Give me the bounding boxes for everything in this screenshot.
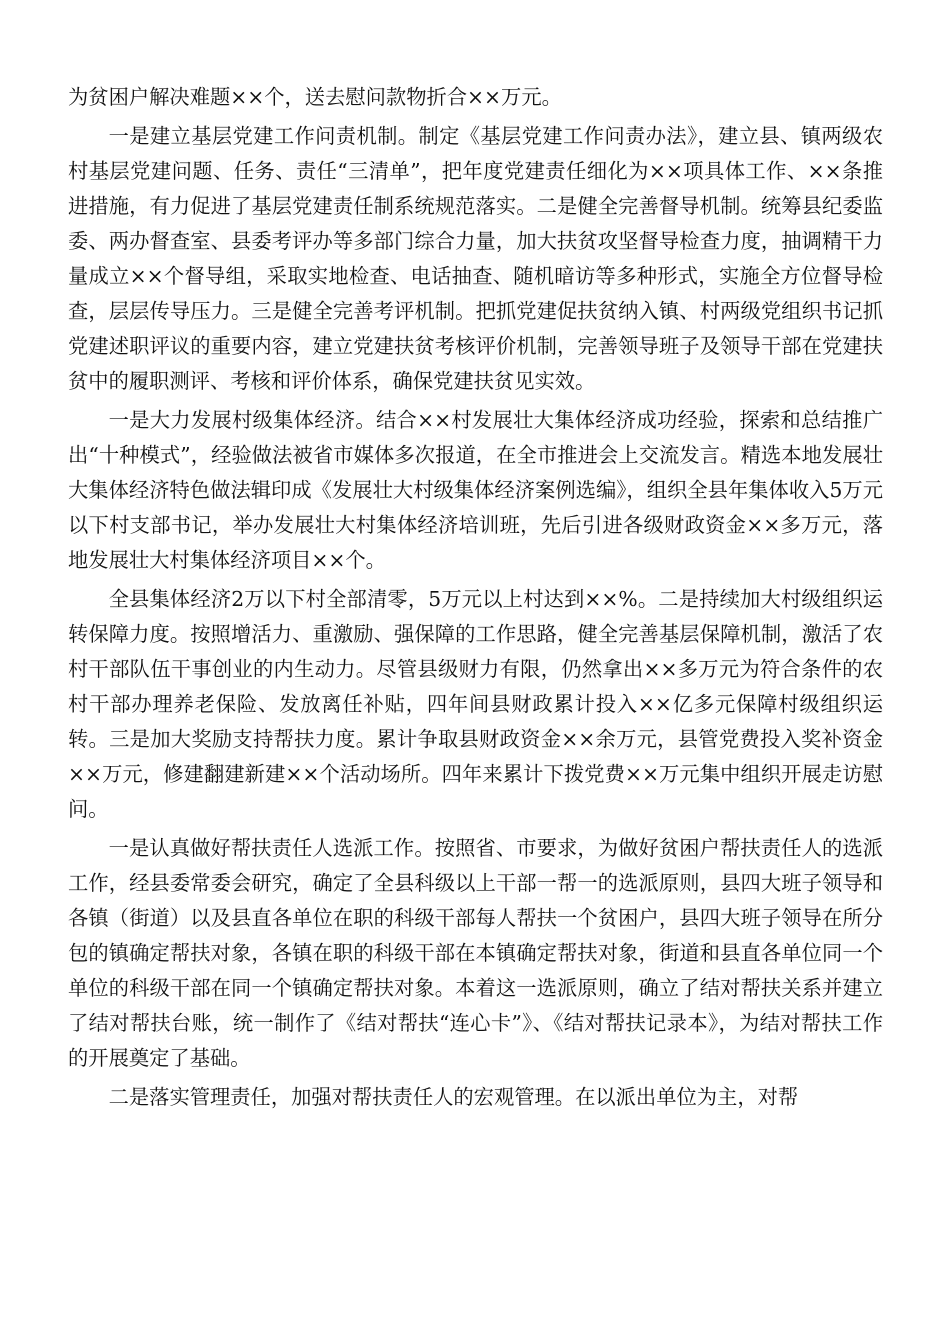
document-body: [68, 80, 883, 1119]
paragraph-operation-guarantee: 全县集体经济2万以下村全部清零，5万元以上村达到××%。二是持续加大村级组织运转保障力度。按照增活力、重激励、强保障的工作思路，健全完善基层保障机制，激活了农村干部队伍干事创业的内生动力。尽管县级财力有限，仍然拿出××多万元为符合条件的农村干部办理养老保险、发放离任补贴，四年间县财政累计投入××亿多元保障村级组织运转。三是加大奖励支持帮扶力度。累计争取县财政资金××余万元，县管党费投入奖补资金××万元，修建翻建新建××个活动场所。四年来累计下拨党费××万元集中组织开展走访慰问。: [68, 587, 883, 821]
paragraph-management-responsibility: 二是落实管理责任，加强对帮扶责任人的宏观管理。在以派出单位为主，对帮: [108, 1085, 799, 1109]
paragraph-continuation: 为贫困户解决难题××个，送去慰问款物折合××万元。: [68, 85, 562, 109]
paragraph-collective-economy: 一是大力发展村级集体经济。结合××村发展壮大集体经济成功经验，探索和总结推广出“十种模式”，经验做法被省市媒体多次报道，在全市推进会上交流发言。精选本地发展壮大集体经济特色做法辑印成《发展壮大村级集体经济案例选编》，组织全县年集体收入5万元以下村支部书记，举办发展壮大村集体经济培训班，先后引进各级财政资金××多万元，落地发展壮大村集体经济项目××个。: [68, 408, 883, 572]
paragraph-assistance-selection: 一是认真做好帮扶责任人选派工作。按照省、市要求，为做好贫困户帮扶责任人的选派工作，经县委常委会研究，确定了全县科级以上干部一帮一的选派原则，县四大班子领导和各镇（街道）以及县直各单位在职的科级干部每人帮扶一个贫困户，县四大班子领导在所分包的镇确定帮扶对象，各镇在职的科级干部在本镇确定帮扶对象，街道和县直各单位同一个单位的科级干部在同一个镇确定帮扶对象。本着这一选派原则，确立了结对帮扶关系并建立了结对帮扶台账，统一制作了《结对帮扶“连心卡”》、《结对帮扶记录本》，为结对帮扶工作的开展奠定了基础。: [68, 836, 883, 1070]
paragraph-accountability-mechanism: 一是建立基层党建工作问责机制。制定《基层党建工作问责办法》，建立县、镇两级农村基层党建问题、任务、责任“三清单”，把年度党建责任细化为××项具体工作、××条推进措施，有力促进了基层党建责任制系统规范落实。二是健全完善督导机制。统筹县纪委监委、两办督查室、县委考评办等多部门综合力量，加大扶贫攻坚督导检查力度，抽调精干力量成立××个督导组，采取实地检查、电话抽查、随机暗访等多种形式，实施全方位督导检查，层层传导压力。三是健全完善考评机制。把抓党建促扶贫纳入镇、村两级党组织书记抓党建述职评议的重要内容，建立党建扶贫考核评价机制，完善领导班子及领导干部在党建扶贫中的履职测评、考核和评价体系，确保党建扶贫见实效。: [68, 124, 883, 393]
